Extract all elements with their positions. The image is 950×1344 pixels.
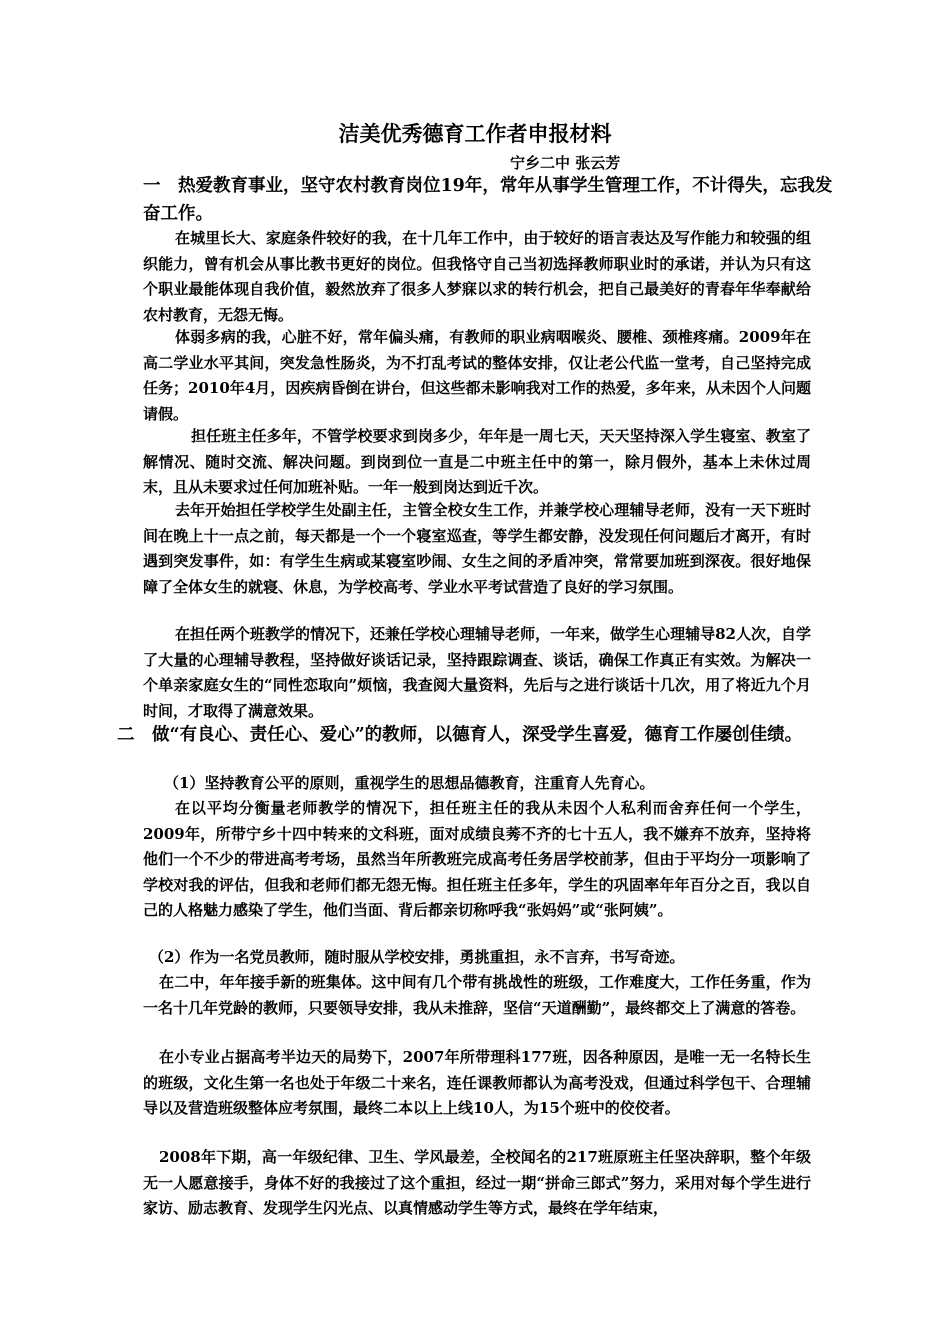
document-author: 宁乡二中 张云芳 <box>510 154 621 172</box>
subheading-1: （1）坚持教育公平的原则，重视学生的思想品德教育，注重育人先育心。 <box>164 774 655 792</box>
document-title: 洁美优秀德育工作者申报材料 <box>338 121 612 146</box>
paragraph-7: 在二中，年年接手新的班集体。这中间有几个带有挑战性的班级，工作难度大，工作任务重，作为一名十几年党龄的教师，只要领导安排，我从未推辞，坚信“天道酬勤”，最终都交上了满意的答卷。 <box>143 973 811 1017</box>
section-1-heading: 一 热爱教育事业，坚守农村教育岗位19年，常年从事学生管理工作，不计得失，忘我发奋工作。 <box>143 176 833 224</box>
paragraph-5: 在担任两个班教学的情况下，还兼任学校心理辅导老师，一年来，做学生心理辅导82人次，自学了大量的心理辅导教程，坚持做好谈话记录，坚持跟踪调查、谈话，确保工作真正有实效。为解决一个单亲家庭女生的“同性恋取向”烦恼，我查阅大量资料，先后与之进行谈话十几次，用了将近九个月时间，才取得了满意效果。 <box>143 625 811 720</box>
paragraph-2: 体弱多病的我，心脏不好，常年偏头痛，有教师的职业病咽喉炎、腰椎、颈椎疼痛。2009年在高二学业水平其间，突发急性肠炎，为不打乱考试的整体安排，仅让老公代监一堂考，自己坚持完成任务；2010年4月，因疾病昏倒在讲台，但这些都未影响我对工作的热爱，多年来，从未因个人问题请假。 <box>143 328 811 423</box>
section-2-heading: 二 做“有良心、责任心、爱心”的教师，以德育人，深受学生喜爱，德育工作屡创佳绩。 <box>117 725 803 745</box>
paragraph-8: 在小专业占据高考半边天的局势下，2007年所带理科177班，因各种原因，是唯一无一名特长生的班级，文化生第一名也处于年级二十来名，连任课教师都认为高考没戏，但通过科学包干、合理辅导以及营造班级整体应考氛围，最终二本以上上线10人，为15个班中的佼佼者。 <box>143 1048 811 1118</box>
paragraph-1: 在城里长大、家庭条件较好的我，在十几年工作中，由于较好的语言表达及写作能力和较强的组织能力，曾有机会从事比教书更好的岗位。但我恪守自己当初选择教师职业时的承诺，并认为只有这个职业最能体现自我价值，毅然放弃了很多人梦寐以求的转行机会，把自己最美好的青春年华奉献给农村教育，无怨无悔。 <box>143 229 811 324</box>
paragraph-6: 在以平均分衡量老师教学的情况下，担任班主任的我从未因个人私利而舍弃任何一个学生，2009年，所带宁乡十四中转来的文科班，面对成绩良莠不齐的七十五人，我不嫌弃不放弃，坚持将他们一个不少的带进高考考场，虽然当年所教班完成高考任务居学校前茅，但由于平均分一项影响了学校对我的评估，但我和老师们都无怨无悔。担任班主任多年，学生的巩固率年年百分之百，我以自己的人格魅力感染了学生，他们当面、背后都亲切称呼我“张妈妈”或“张阿姨”。 <box>143 799 811 920</box>
subheading-2: （2）作为一名党员教师，随时服从学校安排，勇挑重担，永不言弃，书写奇迹。 <box>149 948 685 966</box>
paragraph-9: 2008年下期，高一年级纪律、卫生、学风最差，全校闻名的217班原班主任坚决辞职，整个年级无一人愿意接手，身体不好的我接过了这个重担，经过一期“拼命三郎式”努力，采用对每个学生进行家访、励志教育、发现学生闪光点、以真情感动学生等方式，最终在学年结束， <box>143 1148 811 1218</box>
paragraph-4: 去年开始担任学校学生处副主任，主管全校女生工作，并兼学校心理辅导老师，没有一天下班时间在晚上十一点之前，每天都是一个一个寝室巡查，等学生都安静，没发现任何问题后才离开，有时遇到突发事件，如：有学生生病或某寝室吵闹、女生之间的矛盾冲突，常常要加班到深夜。很好地保障了全体女生的就寝、休息，为学校高考、学业水平考试营造了良好的学习氛围。 <box>143 501 811 596</box>
paragraph-3: 担任班主任多年，不管学校要求到岗多少，年年是一周七天，天天坚持深入学生寝室、教室了解情况、随时交流、解决问题。到岗到位一直是二中班主任中的第一，除月假外，基本上未休过周末，且从未要求过任何加班补贴。一年一般到岗达到近千次。 <box>143 427 811 497</box>
